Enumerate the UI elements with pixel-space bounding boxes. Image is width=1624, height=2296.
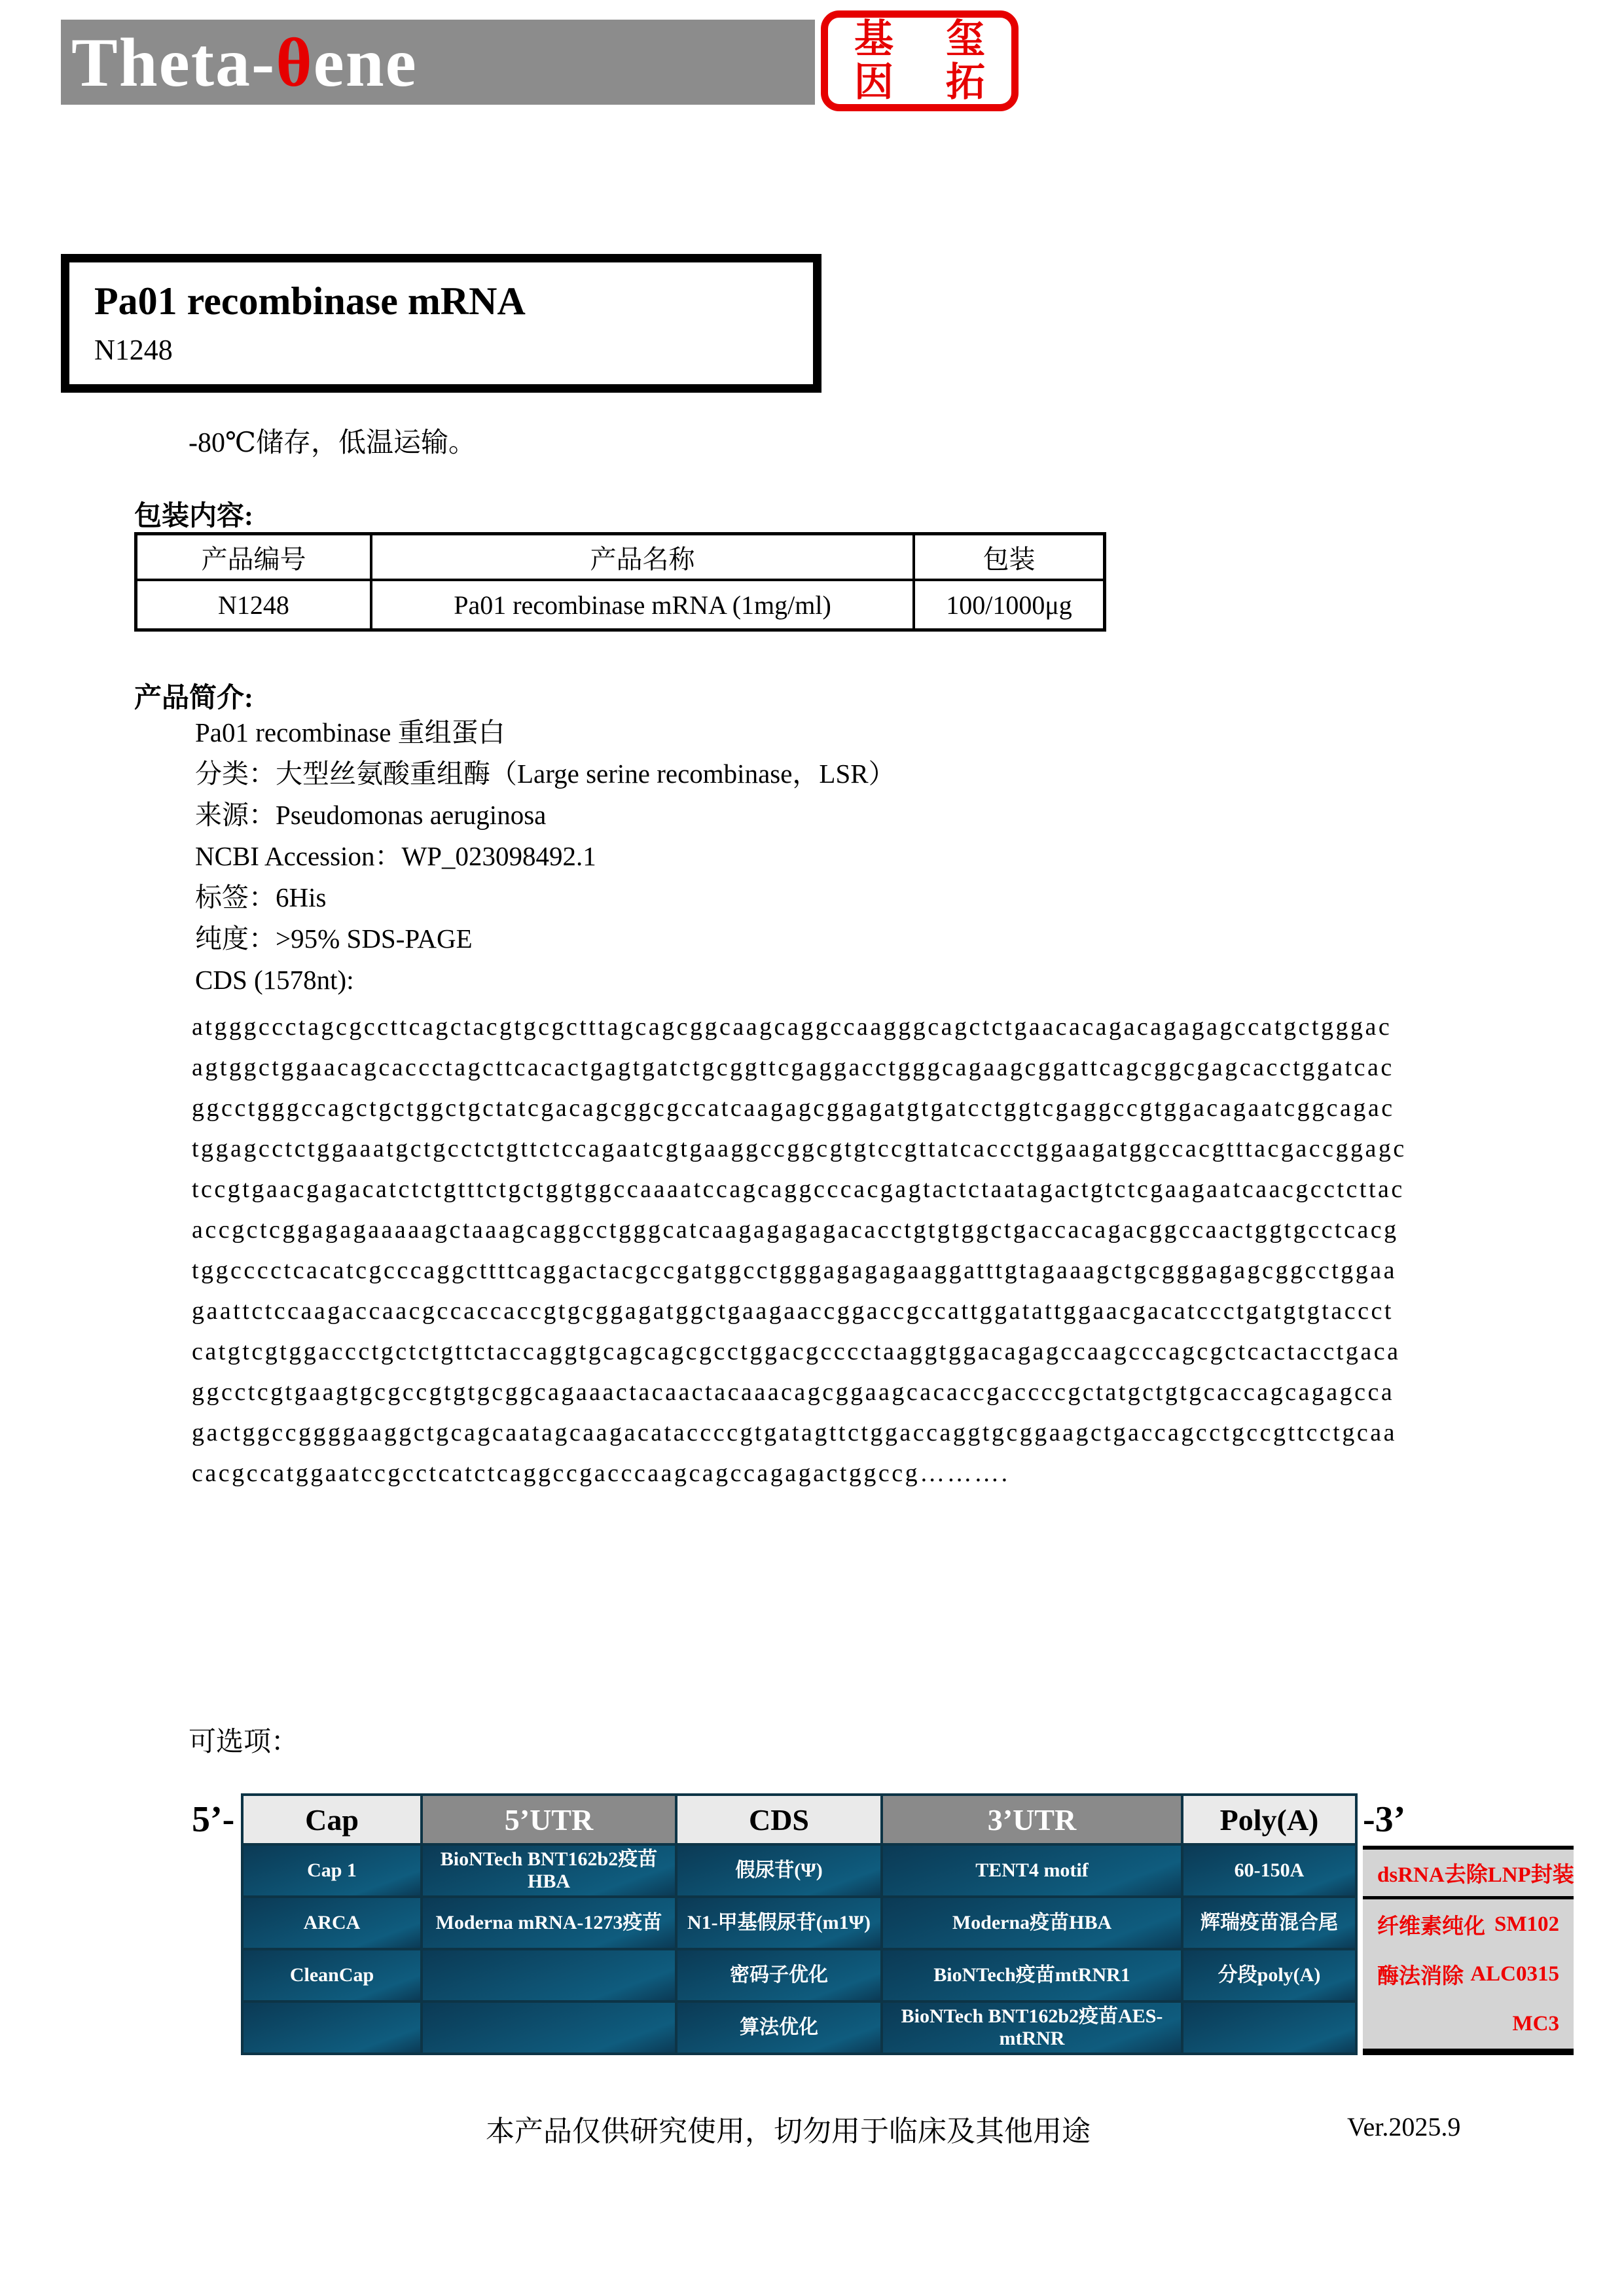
options-cell: 算法优化 bbox=[677, 2003, 880, 2053]
sequence-line: ggcctgggccagctgctggctgctatcgacagcggcgccatcaagagcggagatgtgatcctggtcgaggccgtggacagaatcggcagac bbox=[192, 1094, 1395, 1122]
packaging-col-header: 包装 bbox=[915, 535, 1103, 579]
sequence-line: gaattctccaagaccaacgccaccaccgtgcggagatggctgaagaaccggaccgccattggatattggaacgacatccctgatgtgtaccct bbox=[192, 1297, 1394, 1325]
storage-note: -80℃储存，低温运输。 bbox=[189, 428, 476, 458]
options-header-5utr: 5’UTR bbox=[423, 1796, 675, 1843]
options-header-3utr: 3’UTR bbox=[883, 1796, 1181, 1843]
packaging-col-header: 产品编号 bbox=[137, 535, 370, 579]
options-cell: Moderna疫苗HBA bbox=[883, 1898, 1181, 1948]
sequence-line: tggcccctcacatcgcccaggcttttcaggactacgccgatggcctgggagagagaaggatttgtagaaagctgcgggagagcggcctggaa bbox=[192, 1257, 1398, 1284]
intro-line-accession: NCBI Accession：WP_023098492.1 bbox=[195, 841, 596, 871]
logo-prefix: Theta- bbox=[71, 24, 276, 101]
options-header-polya: Poly(A) bbox=[1183, 1796, 1355, 1843]
seal-char: 玺 bbox=[946, 18, 985, 61]
options-cell bbox=[244, 2003, 420, 2053]
packaging-cell-pack: 100/1000μg bbox=[915, 581, 1103, 628]
options-cell: 分段poly(A) bbox=[1183, 1950, 1355, 2000]
cds-sequence bbox=[192, 1007, 1407, 1494]
service-row bbox=[1363, 1949, 1574, 1999]
service-item: 纤维素纯化 bbox=[1377, 1914, 1485, 1939]
sequence-line: atgggccctagcgccttcagctacgtgcgctttagcagcggcaagcaggccaagggcagctctgaacacagacagagagccatgctgggac bbox=[192, 1013, 1392, 1041]
intro-lines bbox=[195, 712, 895, 1001]
options-cell: BioNTech BNT162b2疫苗HBA bbox=[423, 1846, 675, 1895]
catalog-number: N1248 bbox=[94, 334, 173, 366]
intro-line-cds-label: CDS (1578nt): bbox=[195, 965, 354, 995]
service-row bbox=[1363, 1899, 1574, 1949]
options-cell: 辉瑞疫苗混合尾 bbox=[1183, 1898, 1355, 1948]
options-heading: 可选项： bbox=[189, 1727, 299, 1757]
options-cell: BioNTech BNT162b2疫苗AES-mtRNR bbox=[883, 2003, 1181, 2053]
options-header-cds: CDS bbox=[677, 1796, 880, 1843]
intro-line-purity: 纯度：>95% SDS-PAGE bbox=[195, 924, 473, 954]
product-title-box bbox=[61, 254, 821, 393]
options-cell: CleanCap bbox=[244, 1950, 420, 2000]
sequence-line: catgtcgtggaccctgctctgttctaccaggtgcagcagcgcctggacgcccctaaggtggacagagccaagcccagcgctcactacctgaca bbox=[192, 1338, 1401, 1365]
packaging-cell-catalog: N1248 bbox=[137, 581, 370, 628]
options-cell: BioNTech疫苗mtRNR1 bbox=[883, 1950, 1181, 2000]
options-cell: ARCA bbox=[244, 1898, 420, 1948]
service-item: MC3 bbox=[1512, 2011, 1559, 2036]
options-cell: 密码子优化 bbox=[677, 1950, 880, 2000]
intro-line-class: 分类：大型丝氨酸重组酶（Large serine recombinase，LSR） bbox=[195, 759, 895, 789]
sequence-line: ggcctcgtgaagtgcgccgtgtgcggcagaaactacaactacaaacagcggaagcacaccgaccccgctatgctgtgcaccagcagagcca bbox=[192, 1378, 1395, 1406]
packaging-col-header: 产品名称 bbox=[372, 535, 912, 579]
footer-version: Ver.2025.9 bbox=[1347, 2112, 1461, 2142]
packaging-heading: 包装内容: bbox=[134, 501, 253, 531]
sequence-line: tggagcctctggaaatgctgcctctgttctccagaatcgtgaaggccggcgtgtccgttatcaccctggaagatggccacgtttacgaccggagc bbox=[192, 1135, 1407, 1162]
five-prime-label: 5’- bbox=[192, 1799, 235, 1840]
sequence-line: tccgtgaacgagacatctctgtttctgctggtggccaaaatccagcaggcccacgagtactctaatagactgtctcgaagaatcaacgcctcttac bbox=[192, 1175, 1405, 1203]
footer-notice: 本产品仅供研究使用，切勿用于临床及其他用途 bbox=[486, 2115, 1091, 2147]
options-header-cap: Cap bbox=[244, 1796, 420, 1843]
sequence-line: cacgccatggaatccgcctcatctcaggccgacccaagcagccagagactggccg………. bbox=[192, 1460, 1010, 1487]
options-cell: TENT4 motif bbox=[883, 1846, 1181, 1895]
company-seal bbox=[821, 10, 1019, 111]
options-cell bbox=[423, 2003, 675, 2053]
service-item: ALC0315 bbox=[1470, 1962, 1559, 1986]
options-table bbox=[241, 1793, 1358, 2055]
packaging-cell-name: Pa01 recombinase mRNA (1mg/ml) bbox=[372, 581, 912, 628]
brand-logo bbox=[71, 20, 418, 105]
packaging-table bbox=[134, 532, 1106, 632]
sequence-line: gactggccggggaaggctgcagcaatagcaagacataccccgtgatagttctggaccaggtgcggaagctgaccagcctgccgttcctgcaa bbox=[192, 1419, 1397, 1446]
product-title: Pa01 recombinase mRNA bbox=[94, 279, 526, 323]
options-cell: Moderna mRNA-1273疫苗 bbox=[423, 1898, 675, 1948]
seal-char: 基 bbox=[854, 18, 893, 61]
service-row bbox=[1363, 1999, 1574, 2049]
brand-banner bbox=[61, 20, 815, 105]
sequence-line: accgctcggagagaaaaagctaaagcaggcctgggcatcaagagagagacacctgtgtggctgaccacagacggccaactggtgcctcacg bbox=[192, 1216, 1399, 1244]
sequence-line: agtggctggaacagcaccctagcttcacactgagtgatctgcggttcgaggacctgggcagaagcggattcagcggcgagcacctggatcac bbox=[192, 1054, 1394, 1081]
service-item: 酶法消除 bbox=[1377, 1964, 1464, 1988]
intro-heading: 产品简介: bbox=[134, 683, 253, 713]
service-item: dsRNA去除 bbox=[1377, 1863, 1488, 1887]
intro-line-protein: Pa01 recombinase 重组蛋白 bbox=[195, 717, 505, 747]
service-item: SM102 bbox=[1494, 1912, 1559, 1936]
extra-services-panel bbox=[1363, 1846, 1574, 2055]
logo-suffix: ene bbox=[313, 24, 418, 101]
service-row bbox=[1363, 1850, 1574, 1899]
options-cell: 假尿苷(Ψ) bbox=[677, 1846, 880, 1895]
options-cell: 60-150A bbox=[1183, 1846, 1355, 1895]
seal-char: 拓 bbox=[946, 61, 985, 104]
options-cell: N1-甲基假尿苷(m1Ψ) bbox=[677, 1898, 880, 1948]
seal-char: 因 bbox=[854, 61, 893, 104]
options-cell: Cap 1 bbox=[244, 1846, 420, 1895]
logo-theta-glyph: θ bbox=[276, 24, 314, 101]
options-cell bbox=[423, 1950, 675, 2000]
intro-line-source: 来源：Pseudomonas aeruginosa bbox=[195, 800, 547, 830]
service-item: LNP封装 bbox=[1487, 1863, 1574, 1887]
three-prime-label: -3’ bbox=[1363, 1799, 1406, 1840]
intro-line-tag: 标签：6His bbox=[195, 882, 327, 912]
options-cell bbox=[1183, 2003, 1355, 2053]
